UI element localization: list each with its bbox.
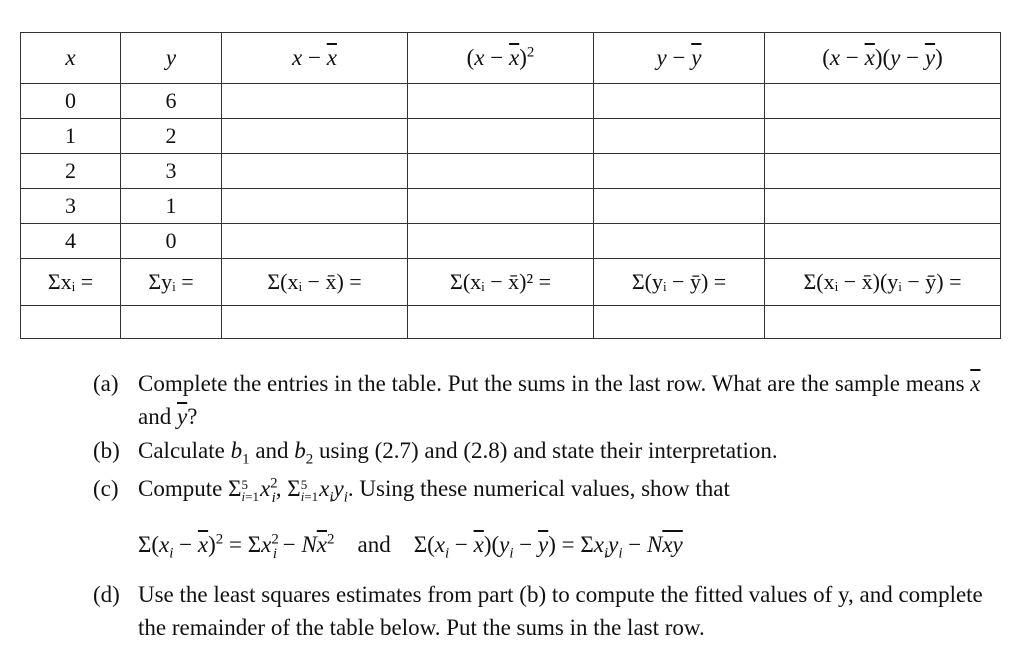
cell-y: 0 <box>121 224 222 259</box>
table-row <box>21 119 1001 154</box>
data-table <box>20 32 1001 339</box>
header-x: x <box>21 33 121 84</box>
empty-cell <box>222 154 408 189</box>
sum-x-dev: Σ(xᵢ − x̄) = <box>222 259 408 306</box>
empty-cell <box>408 119 594 154</box>
header-cross-product: $(x - \overline{x})(y - \overline{y})$ <box>765 33 1001 84</box>
empty-cell <box>222 189 408 224</box>
cell-x: 2 <box>21 154 121 189</box>
ybar-symbol: $\overline{y}$ <box>176 404 188 429</box>
question-c-equation: $\Sigma(x_i - \overline{x})^2 = \Sigma x^2_i - N\overline{x}^2$ and $\Sigma(x_i - \overline{x})(y_i - \overline{y}) = \Sigma x_iy_i - N\overline{xy}$ <box>138 531 683 562</box>
empty-cell <box>594 119 765 154</box>
cell-x: 0 <box>21 84 121 119</box>
question-b: (b) Calculate $b_1$ and $b_2$ using (2.7) and (2.8) and state their interpretation. <box>93 434 1008 467</box>
cell-y: 3 <box>121 154 222 189</box>
header-x-dev-sq: $(x - \overline{x})^2$ <box>408 33 594 84</box>
empty-cell <box>594 84 765 119</box>
sum-x-dev-sq: Σ(xᵢ − x̄)² = <box>408 259 594 306</box>
empty-cell <box>222 224 408 259</box>
table-row <box>21 84 1001 119</box>
table-row <box>21 189 1001 224</box>
empty-cell <box>594 306 765 339</box>
table-blank-row <box>21 306 1001 339</box>
table-header-row <box>21 33 1001 84</box>
empty-cell <box>408 306 594 339</box>
cell-x: 4 <box>21 224 121 259</box>
empty-cell <box>408 189 594 224</box>
question-c: (c) Compute Σ5 $i=1x^2_i$, Σ5 $i=1x_iy_i$. Using these numerical values, show that <box>93 472 1008 505</box>
question-b-text-1: Calculate <box>138 438 225 463</box>
cell-y: 1 <box>121 189 222 224</box>
header-y: y <box>121 33 222 84</box>
question-a: (a) Complete the entries in the table. Put the sums in the last row. What are the sample means $\overline{x}$ and $\overline{y}$? <box>93 367 1008 433</box>
question-a-and: and <box>138 404 172 429</box>
header-y-dev: $y - \overline{y}$ <box>594 33 765 84</box>
xbar-symbol: $\overline{x}$ <box>970 371 981 396</box>
question-a-label: (a) <box>93 371 119 396</box>
sum-cross-product: Σ(xᵢ − x̄)(yᵢ − ȳ) = <box>765 259 1001 306</box>
empty-cell <box>222 306 408 339</box>
cell-x: 3 <box>21 189 121 224</box>
table-row <box>21 154 1001 189</box>
empty-cell <box>765 84 1001 119</box>
sum-y-dev: Σ(yᵢ − ȳ) = <box>594 259 765 306</box>
empty-cell <box>594 189 765 224</box>
question-b-text-2: using (2.7) and (2.8) and state their interpretation. <box>319 438 778 463</box>
question-c-text-1: Compute <box>138 476 223 501</box>
empty-cell <box>765 154 1001 189</box>
table-row <box>21 224 1001 259</box>
question-d <box>93 578 1008 644</box>
question-d-text: Use the least squares estimates from part (b) to compute the fitted values of y, and complete the remainder of the table below. Put the sums in the last row. <box>138 582 983 640</box>
empty-cell <box>222 119 408 154</box>
empty-cell <box>408 224 594 259</box>
empty-cell <box>408 84 594 119</box>
empty-cell <box>765 189 1001 224</box>
empty-cell <box>121 306 222 339</box>
empty-cell <box>408 154 594 189</box>
empty-cell <box>765 119 1001 154</box>
question-d-label: (d) <box>93 582 120 607</box>
header-x-dev: $x - \overline{x}$ <box>222 33 408 84</box>
cell-x: 1 <box>21 119 121 154</box>
table-sum-row <box>21 259 1001 306</box>
cell-y: 6 <box>121 84 222 119</box>
empty-cell <box>765 306 1001 339</box>
question-b-label: (b) <box>93 438 120 463</box>
question-c-eq-and: and <box>357 532 391 557</box>
question-c-label: (c) <box>93 476 119 501</box>
empty-cell <box>594 154 765 189</box>
question-c-text-2: Using these numerical values, show that <box>359 476 730 501</box>
empty-cell <box>222 84 408 119</box>
cell-y: 2 <box>121 119 222 154</box>
empty-cell <box>21 306 121 339</box>
empty-cell <box>594 224 765 259</box>
empty-cell <box>765 224 1001 259</box>
question-b-and: and <box>255 438 289 463</box>
sum-x: Σxᵢ = <box>21 259 121 306</box>
sum-y: Σyᵢ = <box>121 259 222 306</box>
question-a-text: Complete the entries in the table. Put the sums in the last row. What are the sample means <box>138 371 965 396</box>
